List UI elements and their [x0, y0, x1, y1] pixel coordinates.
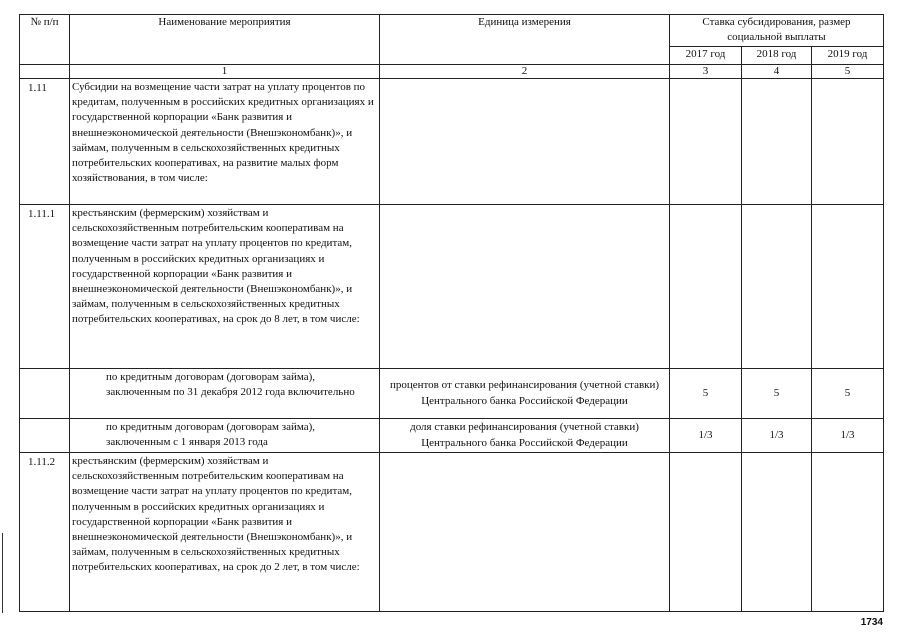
row-value-2019: 5 [812, 369, 884, 419]
table-row [20, 205, 884, 369]
colnum-2: 2 [380, 65, 670, 79]
column-numbers-row [20, 65, 884, 79]
row-name: крестьянским (фермерским) хозяйствам и сельскохозяйственным потребительским кооперативам на возмещение части затрат на уплату процентов по кредитам, полученным в российских кредитных организациях и государственной корпорации «Банк развития и внешнеэкономической деятельности (Внешэкономбанк)», и займам, полученным в сельскохозяйственных кредитных потребительских кооперативах, на срок до 8 лет, в том числе: [70, 205, 380, 369]
row-name: по кредитным договорам (договорам займа), заключенным с 1 января 2013 года [70, 419, 380, 453]
row-value-2019: 1/3 [812, 419, 884, 453]
row-unit [380, 453, 670, 612]
colnum-1: 1 [70, 65, 380, 79]
row-unit [380, 79, 670, 205]
header-rate: Ставка субсидирования, размер социальной выплаты [670, 15, 884, 47]
header-year-2017: 2017 год [670, 47, 742, 65]
row-unit: доля ставки рефинансирования (учетной ставки) Центрального банка Российской Федерации [380, 419, 670, 453]
row-number [20, 369, 70, 419]
colnum-3: 3 [670, 65, 742, 79]
row-name: по кредитным договорам (договорам займа), заключенным по 31 декабря 2012 года включительно [70, 369, 380, 419]
row-value-2018 [742, 453, 812, 612]
header-name: Наименование мероприятия [70, 15, 380, 65]
row-number: 1.11.1 [20, 205, 70, 369]
row-value-2019 [812, 79, 884, 205]
colnum-5: 5 [812, 65, 884, 79]
row-value-2017: 1/3 [670, 419, 742, 453]
row-value-2018 [742, 205, 812, 369]
row-number: 1.11.2 [20, 453, 70, 612]
row-value-2018: 5 [742, 369, 812, 419]
header-year-2018: 2018 год [742, 47, 812, 65]
header-num: № п/п [20, 15, 70, 65]
row-value-2017 [670, 453, 742, 612]
header-row [20, 15, 884, 47]
row-value-2019 [812, 205, 884, 369]
row-number: 1.11 [20, 79, 70, 205]
colnum-blank [20, 65, 70, 79]
row-value-2017 [670, 79, 742, 205]
header-year-2019: 2019 год [812, 47, 884, 65]
scan-margin-mark [2, 533, 3, 613]
header-unit: Единица измерения [380, 15, 670, 65]
row-name: крестьянским (фермерским) хозяйствам и сельскохозяйственным потребительским кооперативам на возмещение части затрат на уплату процентов по кредитам, полученным в российских кредитных организациях и государственной корпорации «Банк развития и внешнеэкономической деятельности (Внешэкономбанк)», и займам, полученным в сельскохозяйственных кредитных потребительских кооперативах, на срок до 2 лет, в том числе: [70, 453, 380, 612]
row-name: Субсидии на возмещение части затрат на уплату процентов по кредитам, полученным в российских кредитных организациях и государственной корпорации «Банк развития и внешнеэкономической деятельности (Внешэкономбанк)», и займам, полученным в сельскохозяйственных кредитных потребительских кооперативах, на развитие малых форм хозяйствования, в том числе: [70, 79, 380, 205]
row-value-2017: 5 [670, 369, 742, 419]
row-number [20, 419, 70, 453]
table-row [20, 419, 884, 453]
row-unit [380, 205, 670, 369]
row-value-2018: 1/3 [742, 419, 812, 453]
row-unit: процентов от ставки рефинансирования (учетной ставки) Центрального банка Российской Федерации [380, 369, 670, 419]
row-value-2019 [812, 453, 884, 612]
table-row [20, 453, 884, 612]
subsidy-rates-table [19, 14, 884, 612]
row-value-2018 [742, 79, 812, 205]
table-row [20, 79, 884, 205]
row-value-2017 [670, 205, 742, 369]
page-number: 1734 [860, 617, 883, 628]
table-row [20, 369, 884, 419]
colnum-4: 4 [742, 65, 812, 79]
